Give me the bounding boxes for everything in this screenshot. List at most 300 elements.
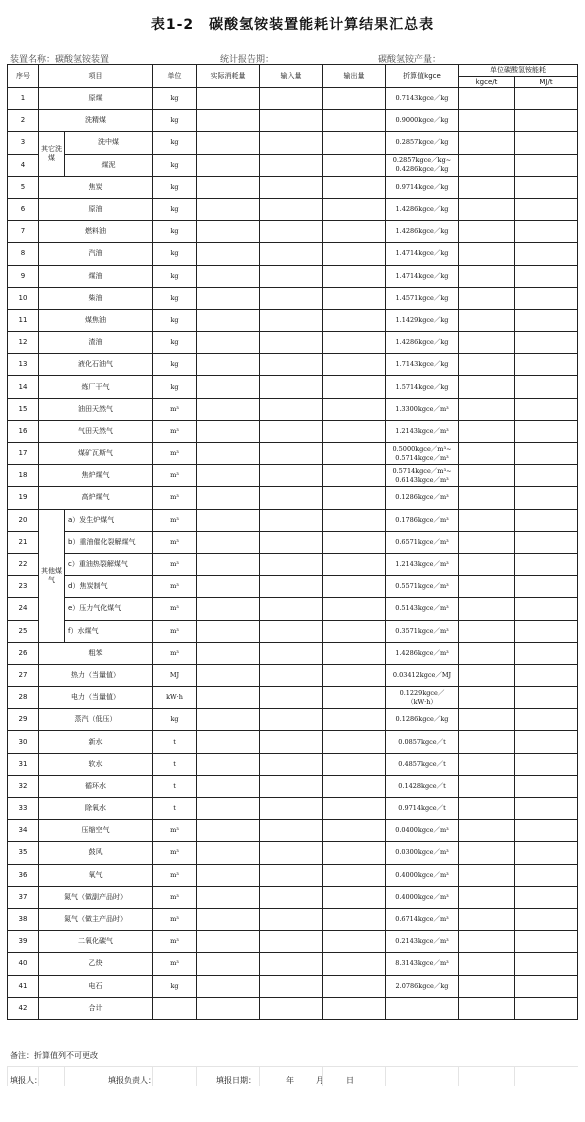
row-output: [323, 731, 386, 753]
row-unit: kg: [153, 709, 197, 731]
row-unit: kg: [153, 287, 197, 309]
table-row: [8, 975, 578, 997]
table-row: [8, 132, 578, 154]
row-actual: [197, 664, 260, 686]
row-actual: [197, 509, 260, 531]
row-kgce-per-t: [459, 243, 515, 265]
row-kgce-per-t: [459, 132, 515, 154]
table-row: [8, 731, 578, 753]
row-output: [323, 465, 386, 487]
row-input: [260, 221, 323, 243]
row-output: [323, 886, 386, 908]
row-actual: [197, 798, 260, 820]
row-unit: m³: [153, 465, 197, 487]
row-output: [323, 864, 386, 886]
table-row: [8, 642, 578, 664]
row-unit: kg: [153, 354, 197, 376]
row-std: [386, 997, 459, 1019]
row-mj-per-t: [515, 420, 578, 442]
row-no: 9: [8, 265, 39, 287]
row-unit: m³: [153, 953, 197, 975]
row-no: 42: [8, 997, 39, 1019]
row-mj-per-t: [515, 620, 578, 642]
row-mj-per-t: [515, 531, 578, 553]
row-mj-per-t: [515, 798, 578, 820]
footer-cell: [323, 1067, 386, 1087]
row-mj-per-t: [515, 465, 578, 487]
row-unit: kg: [153, 376, 197, 398]
row-output: [323, 376, 386, 398]
row-output: [323, 287, 386, 309]
header-output: 输出量: [323, 65, 386, 88]
row-unit: m³: [153, 931, 197, 953]
row-no: 34: [8, 820, 39, 842]
row-no: 2: [8, 110, 39, 132]
group-label-other-wash: 其它洗煤: [39, 132, 65, 176]
row-no: 13: [8, 354, 39, 376]
row-actual: [197, 731, 260, 753]
row-std: 0.2143kgce／m³: [386, 931, 459, 953]
row-mj-per-t: [515, 132, 578, 154]
row-item: 原煤: [39, 88, 153, 110]
day-label: 日: [346, 1076, 354, 1085]
row-input: [260, 354, 323, 376]
row-item: e）压力气化煤气: [65, 598, 153, 620]
row-no: 8: [8, 243, 39, 265]
row-no: 35: [8, 842, 39, 864]
row-std: 0.7143kgce／kg: [386, 88, 459, 110]
row-kgce-per-t: [459, 465, 515, 487]
row-kgce-per-t: [459, 354, 515, 376]
row-item: 原油: [39, 198, 153, 220]
row-actual: [197, 443, 260, 465]
row-mj-per-t: [515, 88, 578, 110]
row-item: 洗精煤: [39, 110, 153, 132]
row-no: 38: [8, 908, 39, 930]
row-unit: kg: [153, 243, 197, 265]
row-actual: [197, 775, 260, 797]
row-item: a）发生炉煤气: [65, 509, 153, 531]
row-actual: [197, 753, 260, 775]
row-no: 21: [8, 531, 39, 553]
row-item: 煤油: [39, 265, 153, 287]
row-kgce-per-t: [459, 443, 515, 465]
row-unit: kg: [153, 110, 197, 132]
row-std: 1.5714kgce／kg: [386, 376, 459, 398]
row-kgce-per-t: [459, 620, 515, 642]
row-output: [323, 398, 386, 420]
table-row: [8, 465, 578, 487]
table-row: [8, 398, 578, 420]
row-std: 0.2857kgce／kg: [386, 132, 459, 154]
row-output: [323, 443, 386, 465]
row-actual: [197, 553, 260, 575]
row-std: 0.1428kgce／t: [386, 775, 459, 797]
row-input: [260, 731, 323, 753]
row-std: 1.4286kgce／m³: [386, 642, 459, 664]
row-std: 2.0786kgce／kg: [386, 975, 459, 997]
row-item: 高炉煤气: [39, 487, 153, 509]
row-unit: kg: [153, 309, 197, 331]
row-unit: kW·h: [153, 687, 197, 709]
row-kgce-per-t: [459, 487, 515, 509]
header-input: 输入量: [260, 65, 323, 88]
row-unit: t: [153, 753, 197, 775]
row-mj-per-t: [515, 176, 578, 198]
row-std: 1.4714kgce／kg: [386, 243, 459, 265]
row-item: 油田天然气: [39, 398, 153, 420]
row-output: [323, 154, 386, 176]
row-mj-per-t: [515, 953, 578, 975]
row-output: [323, 820, 386, 842]
row-no: 15: [8, 398, 39, 420]
row-kgce-per-t: [459, 731, 515, 753]
row-input: [260, 509, 323, 531]
row-input: [260, 309, 323, 331]
row-item: 焦炉煤气: [39, 465, 153, 487]
table-row: [8, 775, 578, 797]
table-row: [8, 154, 578, 176]
filler-label: 填报人：: [10, 1076, 42, 1085]
row-actual: [197, 354, 260, 376]
row-no: 23: [8, 576, 39, 598]
row-std: 0.5000kgce／m³~ 0.5714kgce／m³: [386, 443, 459, 465]
row-unit: m³: [153, 487, 197, 509]
table-row: [8, 88, 578, 110]
row-no: 19: [8, 487, 39, 509]
row-item: 合计: [39, 997, 153, 1019]
row-input: [260, 997, 323, 1019]
row-item: 除氧水: [39, 798, 153, 820]
row-mj-per-t: [515, 931, 578, 953]
table-row: [8, 531, 578, 553]
row-item: 液化石油气: [39, 354, 153, 376]
row-input: [260, 132, 323, 154]
table-row: [8, 354, 578, 376]
table-row: [8, 664, 578, 686]
row-actual: [197, 642, 260, 664]
row-output: [323, 620, 386, 642]
row-actual: [197, 265, 260, 287]
row-actual: [197, 287, 260, 309]
header-unit: 单位: [153, 65, 197, 88]
row-no: 11: [8, 309, 39, 331]
row-std: 0.9714kgce／kg: [386, 176, 459, 198]
row-item: 蒸汽（低压）: [39, 709, 153, 731]
row-item: 循环水: [39, 775, 153, 797]
row-unit: m³: [153, 620, 197, 642]
group-label-other-gas: 其他煤气: [39, 509, 65, 642]
table-row: [8, 576, 578, 598]
table-row: [8, 842, 578, 864]
row-unit: m³: [153, 842, 197, 864]
row-kgce-per-t: [459, 420, 515, 442]
row-output: [323, 775, 386, 797]
row-no: 40: [8, 953, 39, 975]
row-actual: [197, 221, 260, 243]
table-row: [8, 332, 578, 354]
row-kgce-per-t: [459, 198, 515, 220]
row-input: [260, 198, 323, 220]
row-kgce-per-t: [459, 664, 515, 686]
row-actual: [197, 531, 260, 553]
row-mj-per-t: [515, 553, 578, 575]
row-no: 20: [8, 509, 39, 531]
row-unit: m³: [153, 820, 197, 842]
row-unit: m³: [153, 908, 197, 930]
row-unit: m³: [153, 531, 197, 553]
row-kgce-per-t: [459, 398, 515, 420]
row-std: 1.3300kgce／m³: [386, 398, 459, 420]
row-kgce-per-t: [459, 709, 515, 731]
row-no: 26: [8, 642, 39, 664]
row-item: 电力（当量值）: [39, 687, 153, 709]
output-label: 碳酸氢铵产量：: [378, 55, 442, 65]
row-kgce-per-t: [459, 265, 515, 287]
row-mj-per-t: [515, 842, 578, 864]
footer-cell: [386, 1067, 459, 1087]
row-actual: [197, 598, 260, 620]
row-mj-per-t: [515, 886, 578, 908]
row-std: 1.4286kgce／kg: [386, 221, 459, 243]
row-output: [323, 198, 386, 220]
row-item: 鼓风: [39, 842, 153, 864]
row-actual: [197, 154, 260, 176]
row-mj-per-t: [515, 332, 578, 354]
row-std: 0.9714kgce／t: [386, 798, 459, 820]
row-std: 0.1286kgce／m³: [386, 487, 459, 509]
row-output: [323, 354, 386, 376]
row-std: 0.0857kgce／t: [386, 731, 459, 753]
row-input: [260, 953, 323, 975]
row-kgce-per-t: [459, 176, 515, 198]
row-actual: [197, 487, 260, 509]
row-output: [323, 531, 386, 553]
row-std: 0.5571kgce／m³: [386, 576, 459, 598]
row-actual: [197, 709, 260, 731]
row-input: [260, 886, 323, 908]
row-unit: m³: [153, 598, 197, 620]
row-std: 1.4571kgce／kg: [386, 287, 459, 309]
row-unit: m³: [153, 553, 197, 575]
row-std: 1.4714kgce／kg: [386, 265, 459, 287]
row-actual: [197, 886, 260, 908]
row-mj-per-t: [515, 287, 578, 309]
row-unit: m³: [153, 398, 197, 420]
row-input: [260, 975, 323, 997]
row-std: 0.9000kgce／kg: [386, 110, 459, 132]
row-kgce-per-t: [459, 997, 515, 1019]
row-actual: [197, 576, 260, 598]
table-row: [8, 620, 578, 642]
row-input: [260, 154, 323, 176]
row-actual: [197, 243, 260, 265]
row-mj-per-t: [515, 509, 578, 531]
row-no: 36: [8, 864, 39, 886]
row-mj-per-t: [515, 687, 578, 709]
row-item: 压缩空气: [39, 820, 153, 842]
row-std: 0.6571kgce／m³: [386, 531, 459, 553]
row-no: 5: [8, 176, 39, 198]
row-item: 乙炔: [39, 953, 153, 975]
row-unit: m³: [153, 642, 197, 664]
header-std: 折算值kgce: [386, 65, 459, 88]
row-std: 0.1286kgce／kg: [386, 709, 459, 731]
row-input: [260, 798, 323, 820]
row-input: [260, 465, 323, 487]
row-mj-per-t: [515, 487, 578, 509]
row-input: [260, 908, 323, 930]
row-unit: kg: [153, 221, 197, 243]
row-output: [323, 664, 386, 686]
row-output: [323, 687, 386, 709]
row-output: [323, 553, 386, 575]
row-actual: [197, 465, 260, 487]
row-actual: [197, 687, 260, 709]
row-kgce-per-t: [459, 531, 515, 553]
row-actual: [197, 620, 260, 642]
row-item: 气田天然气: [39, 420, 153, 442]
row-input: [260, 842, 323, 864]
footer-cell: [260, 1067, 323, 1087]
row-actual: [197, 931, 260, 953]
row-std: 0.4000kgce／m³: [386, 864, 459, 886]
row-mj-per-t: [515, 443, 578, 465]
row-unit: kg: [153, 975, 197, 997]
row-item: 渣油: [39, 332, 153, 354]
row-kgce-per-t: [459, 332, 515, 354]
row-no: 7: [8, 221, 39, 243]
row-output: [323, 642, 386, 664]
row-input: [260, 687, 323, 709]
table-row: [8, 997, 578, 1019]
row-unit: kg: [153, 265, 197, 287]
table-row: [8, 864, 578, 886]
row-kgce-per-t: [459, 953, 515, 975]
table-row: [8, 709, 578, 731]
row-output: [323, 576, 386, 598]
row-unit: kg: [153, 132, 197, 154]
row-mj-per-t: [515, 354, 578, 376]
row-no: 6: [8, 198, 39, 220]
row-kgce-per-t: [459, 975, 515, 997]
row-no: 24: [8, 598, 39, 620]
row-output: [323, 997, 386, 1019]
row-no: 17: [8, 443, 39, 465]
row-actual: [197, 309, 260, 331]
row-input: [260, 620, 323, 642]
row-std: 0.1229kgce／ （kW·h）: [386, 687, 459, 709]
row-mj-per-t: [515, 820, 578, 842]
row-std: 0.03412kgce／MJ: [386, 664, 459, 686]
table-row: [8, 820, 578, 842]
row-mj-per-t: [515, 265, 578, 287]
row-actual: [197, 820, 260, 842]
table-row: [8, 243, 578, 265]
row-mj-per-t: [515, 775, 578, 797]
row-unit: m³: [153, 443, 197, 465]
row-mj-per-t: [515, 398, 578, 420]
note: 备注：折算值列不可更改: [10, 1051, 98, 1060]
row-item: 燃料油: [39, 221, 153, 243]
row-no: 30: [8, 731, 39, 753]
row-kgce-per-t: [459, 88, 515, 110]
table-row: [8, 198, 578, 220]
row-input: [260, 598, 323, 620]
table-row: [8, 553, 578, 575]
row-input: [260, 931, 323, 953]
row-item: 氮气（做主产品时）: [39, 908, 153, 930]
month-label: 月: [316, 1076, 324, 1085]
row-output: [323, 487, 386, 509]
row-no: 31: [8, 753, 39, 775]
row-item: 柴油: [39, 287, 153, 309]
header-kgce: kgce/t: [459, 77, 515, 88]
row-kgce-per-t: [459, 642, 515, 664]
page-title: 表1-2 碳酸氢铵装置能耗计算结果汇总表: [150, 17, 435, 33]
row-output: [323, 221, 386, 243]
row-mj-per-t: [515, 221, 578, 243]
row-no: 39: [8, 931, 39, 953]
row-mj-per-t: [515, 376, 578, 398]
row-actual: [197, 398, 260, 420]
footer-cell: [153, 1067, 197, 1087]
row-input: [260, 88, 323, 110]
row-input: [260, 642, 323, 664]
footer-cell: [8, 1067, 39, 1087]
row-kgce-per-t: [459, 886, 515, 908]
row-no: 41: [8, 975, 39, 997]
row-kgce-per-t: [459, 287, 515, 309]
row-input: [260, 443, 323, 465]
row-unit: m³: [153, 886, 197, 908]
row-input: [260, 420, 323, 442]
row-no: 37: [8, 886, 39, 908]
row-no: 10: [8, 287, 39, 309]
row-no: 25: [8, 620, 39, 642]
row-output: [323, 132, 386, 154]
row-item: 焦炭: [39, 176, 153, 198]
row-input: [260, 265, 323, 287]
row-output: [323, 176, 386, 198]
row-std: 1.4286kgce／kg: [386, 332, 459, 354]
row-mj-per-t: [515, 110, 578, 132]
row-std: 1.2143kgce／m³: [386, 553, 459, 575]
row-unit: t: [153, 731, 197, 753]
row-item: f）水煤气: [65, 620, 153, 642]
row-kgce-per-t: [459, 820, 515, 842]
row-output: [323, 265, 386, 287]
row-input: [260, 531, 323, 553]
row-input: [260, 376, 323, 398]
row-kgce-per-t: [459, 775, 515, 797]
device-name-label: 装置名称：碳酸氢铵装置: [10, 55, 110, 65]
responsible-label: 填报负责人：: [108, 1076, 156, 1085]
footer-cell: [39, 1067, 65, 1087]
row-output: [323, 975, 386, 997]
row-kgce-per-t: [459, 598, 515, 620]
row-output: [323, 842, 386, 864]
row-actual: [197, 420, 260, 442]
row-std: 0.4857kgce／t: [386, 753, 459, 775]
table-row: [8, 509, 578, 531]
row-output: [323, 332, 386, 354]
row-unit: kg: [153, 88, 197, 110]
footer-cell: [515, 1067, 578, 1087]
row-std: 8.3143kgce／m³: [386, 953, 459, 975]
row-mj-per-t: [515, 664, 578, 686]
table-row: [8, 176, 578, 198]
